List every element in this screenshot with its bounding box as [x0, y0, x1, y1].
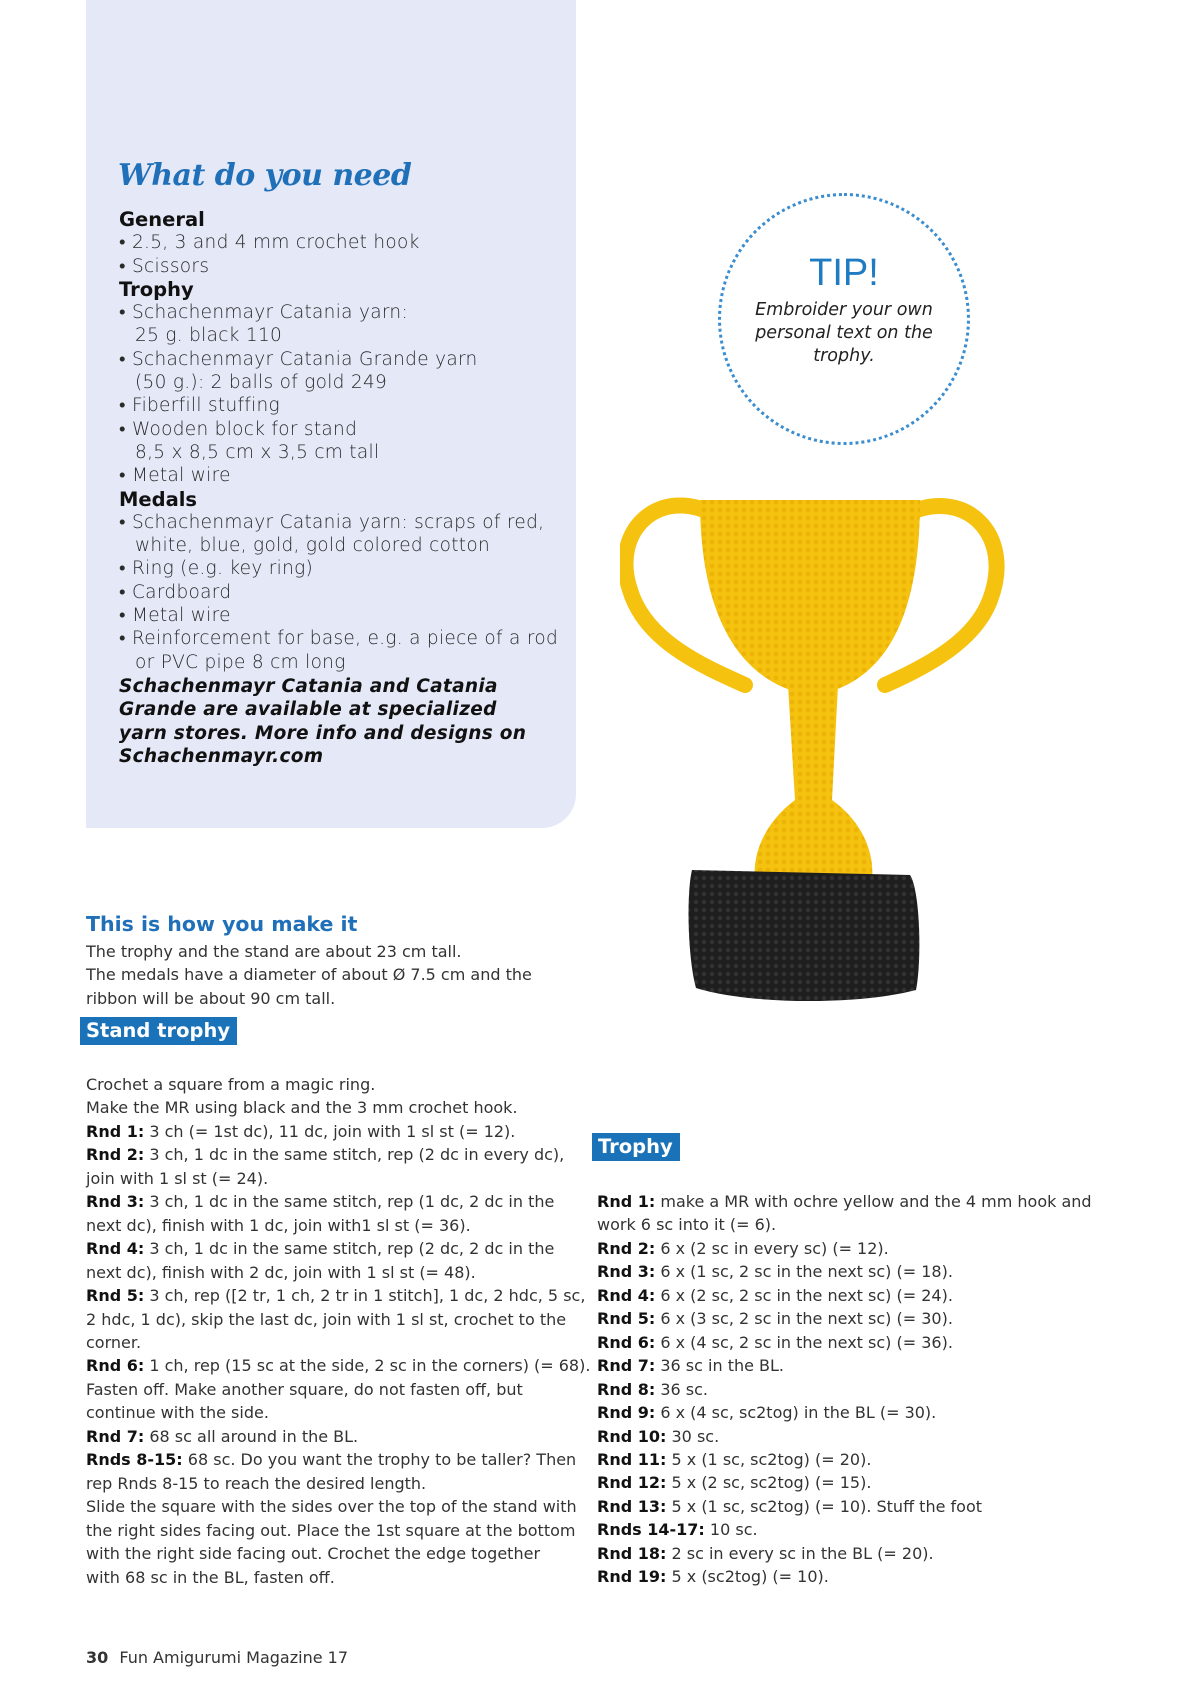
trophy-cup: [700, 500, 920, 690]
instruction-text: 6 x (3 sc, 2 sc in the next sc) (= 30).: [655, 1309, 953, 1329]
round-label: Rnd 4:: [86, 1239, 145, 1259]
instruction-text: 68 sc all around in the BL.: [144, 1426, 359, 1446]
instruction-line: [86, 1472, 586, 1495]
list-item: • Cardboard: [119, 581, 559, 604]
instruction-text: next dc), finish with 1 dc, join with1 sl st (= 36).: [86, 1215, 471, 1235]
instruction-line: [597, 1307, 1097, 1330]
instruction-line: [597, 1260, 1097, 1283]
instruction-line: [86, 1073, 586, 1096]
instruction-line: [597, 1448, 1097, 1471]
tip-heading: TIP!: [809, 252, 879, 294]
instruction-text: 3 ch, 1 dc in the same stitch, rep (2 dc, 2 dc in the: [144, 1239, 555, 1259]
instruction-line: [597, 1542, 1097, 1565]
instruction-line: [597, 1378, 1097, 1401]
instruction-text: 3 ch, rep ([2 tr, 1 ch, 2 tr in 1 stitch], 1 dc, 2 hdc, 5 sc,: [144, 1286, 586, 1306]
instruction-text: 3 ch, 1 dc in the same stitch, rep (2 dc in every dc),: [144, 1145, 565, 1165]
instruction-line: [597, 1284, 1097, 1307]
round-label: Rnd 13:: [597, 1496, 667, 1516]
trophy-instructions: [597, 1190, 1097, 1589]
instruction-text: 5 x (2 sc, sc2tog) (= 15).: [666, 1473, 872, 1493]
stand-heading: Stand trophy: [80, 1017, 237, 1045]
instruction-line: [86, 1096, 586, 1119]
list-item: • Schachenmayr Catania yarn: scraps of red, white, blue, gold, gold colored cotton: [119, 511, 559, 558]
instruction-text: 5 x (sc2tog) (= 10).: [666, 1567, 829, 1587]
stand-instructions: [86, 1073, 591, 1589]
round-label: Rnd 6:: [86, 1356, 145, 1376]
availability-note: Schachenmayr Catania and Catania Grande are available at specialized yarn stores. More info and designs on Schachenmayr.com: [119, 675, 527, 767]
instruction-text: 10 sc.: [704, 1520, 758, 1540]
round-label: Rnd 19:: [597, 1567, 667, 1587]
group-trophy: Trophy: [119, 277, 194, 301]
magazine-name: Fun Amigurumi Magazine 17: [119, 1648, 349, 1667]
instruction-line: [86, 1448, 586, 1471]
round-label: Rnd 18:: [597, 1543, 667, 1563]
round-label: Rnd 5:: [597, 1309, 656, 1329]
materials-title: What do you need: [118, 158, 412, 193]
trophy-heading: Trophy: [592, 1133, 680, 1161]
round-label: Rnd 2:: [597, 1238, 656, 1258]
group-general: General: [119, 208, 205, 231]
instruction-line: [86, 1308, 586, 1331]
instruction-line: [86, 1284, 586, 1307]
tip-text: Embroider your own personal text on the trophy.: [755, 300, 933, 366]
instruction-text: 1 ch, rep (15 sc at the side, 2 sc in the corners) (= 68).: [144, 1356, 591, 1376]
instruction-text: with 68 sc in the BL, fasten off.: [86, 1567, 335, 1587]
instruction-text: Crochet a square from a magic ring.: [86, 1075, 376, 1094]
intro-line: The medals have a diameter of about Ø 7.5 cm and the: [86, 965, 532, 985]
round-label: Rnd 5:: [86, 1286, 145, 1306]
round-label: Rnds 14-17:: [597, 1520, 705, 1540]
make-heading: This is how you make it: [86, 912, 358, 936]
instruction-text: 6 x (2 sc, 2 sc in the next sc) (= 24).: [655, 1285, 953, 1305]
instruction-line: [597, 1565, 1097, 1588]
instruction-text: rep Rnds 8-15 to reach the desired length.: [86, 1473, 427, 1493]
instruction-line: [597, 1190, 1097, 1213]
instruction-text: with the right side facing out. Crochet the edge together: [86, 1544, 541, 1564]
round-label: Rnd 7:: [597, 1356, 656, 1376]
instruction-line: [597, 1518, 1097, 1541]
instruction-line: [597, 1401, 1097, 1424]
instruction-text: 5 x (1 sc, sc2tog) (= 20).: [666, 1449, 872, 1469]
list-item: • Ring (e.g. key ring): [119, 557, 559, 580]
instruction-text: next dc), finish with 2 dc, join with 1 sl st (= 48).: [86, 1262, 476, 1282]
round-label: Rnd 12:: [597, 1473, 667, 1493]
intro-line: ribbon will be about 90 cm tall.: [86, 988, 336, 1008]
round-label: Rnd 1:: [86, 1121, 145, 1141]
round-label: Rnd 10:: [597, 1426, 667, 1446]
instruction-line: [86, 1401, 586, 1424]
instruction-line: [86, 1378, 586, 1401]
round-label: Rnd 4:: [597, 1285, 656, 1305]
instruction-line: [86, 1519, 586, 1542]
instruction-line: [597, 1471, 1097, 1494]
instruction-line: [86, 1331, 586, 1354]
instruction-text: 6 x (4 sc, sc2tog) in the BL (= 30).: [655, 1403, 937, 1423]
list-item: • Schachenmayr Catania yarn: 25 g. black 110: [119, 301, 559, 348]
list-item: • 2.5, 3 and 4 mm crochet hook: [119, 231, 559, 254]
instruction-line: [597, 1354, 1097, 1377]
instruction-text: 6 x (2 sc in every sc) (= 12).: [655, 1238, 889, 1258]
list-item: • Fiberfill stuffing: [119, 394, 559, 417]
materials-list: [119, 208, 559, 768]
instruction-text: 3 ch, 1 dc in the same stitch, rep (1 dc, 2 dc in the: [144, 1192, 555, 1212]
tip-bubble: [718, 193, 970, 445]
list-item: • Wooden block for stand 8,5 x 8,5 cm x 3,5 cm tall: [119, 418, 559, 465]
trophy-photo: [620, 490, 1080, 1110]
instruction-text: Fasten off. Make another square, do not fasten off, but: [86, 1379, 523, 1399]
instruction-line: [86, 1143, 586, 1166]
instruction-line: [86, 1261, 586, 1284]
instruction-line: [86, 1566, 586, 1589]
round-label: Rnd 11:: [597, 1449, 667, 1469]
list-item: • Metal wire: [119, 604, 559, 627]
instruction-line: [597, 1331, 1097, 1354]
instruction-text: 2 sc in every sc in the BL (= 20).: [666, 1543, 934, 1563]
instruction-line: [597, 1213, 1097, 1236]
round-label: Rnd 3:: [86, 1192, 145, 1212]
round-label: Rnd 8:: [597, 1379, 656, 1399]
round-label: Rnd 6:: [597, 1332, 656, 1352]
instruction-text: 36 sc in the BL.: [655, 1356, 785, 1376]
instruction-text: 5 x (1 sc, sc2tog) (= 10). Stuff the foot: [666, 1496, 982, 1516]
instruction-text: 2 hdc, 1 dc), skip the last dc, join with 1 sl st, crochet to the: [86, 1309, 567, 1329]
instruction-text: the right sides facing out. Place the 1st square at the bottom: [86, 1520, 576, 1540]
instruction-text: continue with the side.: [86, 1403, 269, 1423]
instruction-line: [597, 1237, 1097, 1260]
instruction-line: [86, 1214, 586, 1237]
list-item: • Scissors: [119, 255, 559, 278]
list-item: • Schachenmayr Catania Grande yarn (50 g.): 2 balls of gold 249: [119, 348, 559, 395]
instruction-text: 6 x (1 sc, 2 sc in the next sc) (= 18).: [655, 1262, 953, 1282]
round-label: Rnd 9:: [597, 1403, 656, 1423]
list-item: • Metal wire: [119, 464, 559, 487]
round-label: Rnd 3:: [597, 1262, 656, 1282]
instruction-text: Slide the square with the sides over the top of the stand with: [86, 1497, 577, 1517]
instruction-text: 3 ch (= 1st dc), 11 dc, join with 1 sl st (= 12).: [144, 1121, 516, 1141]
instruction-text: 6 x (4 sc, 2 sc in the next sc) (= 36).: [655, 1332, 953, 1352]
instruction-line: [86, 1542, 586, 1565]
instruction-line: [597, 1425, 1097, 1448]
instruction-text: make a MR with ochre yellow and the 4 mm hook and: [655, 1192, 1092, 1211]
page-number: 30: [86, 1648, 109, 1667]
list-item: • Reinforcement for base, e.g. a piece of a rod or PVC pipe 8 cm long: [119, 627, 559, 674]
instruction-line: [86, 1425, 586, 1448]
instruction-line: [86, 1120, 586, 1143]
instruction-line: [86, 1495, 586, 1518]
instruction-text: 36 sc.: [655, 1379, 709, 1399]
group-medals: Medals: [119, 487, 198, 511]
round-label: Rnd 1:: [597, 1192, 656, 1211]
instruction-text: Make the MR using black and the 3 mm crochet hook.: [86, 1098, 518, 1118]
intro-line: The trophy and the stand are about 23 cm tall.: [86, 942, 462, 961]
instruction-line: [597, 1495, 1097, 1518]
trophy-stem: [755, 685, 873, 880]
instruction-text: join with 1 sl st (= 24).: [86, 1168, 269, 1188]
instruction-line: [86, 1167, 586, 1190]
page-footer: [86, 1648, 348, 1667]
instruction-line: [86, 1190, 586, 1213]
instruction-text: corner.: [86, 1332, 142, 1352]
instruction-line: [86, 1354, 591, 1377]
instruction-text: work 6 sc into it (= 6).: [597, 1215, 777, 1235]
round-label: Rnd 2:: [86, 1145, 145, 1165]
instruction-text: 68 sc. Do you want the trophy to be taller? Then: [182, 1450, 577, 1470]
trophy-stand: [689, 870, 920, 1001]
round-label: Rnds 8-15:: [86, 1450, 183, 1470]
make-intro: [86, 940, 556, 1010]
instruction-line: [86, 1237, 586, 1260]
instruction-text: 30 sc.: [666, 1426, 720, 1446]
round-label: Rnd 7:: [86, 1426, 145, 1446]
